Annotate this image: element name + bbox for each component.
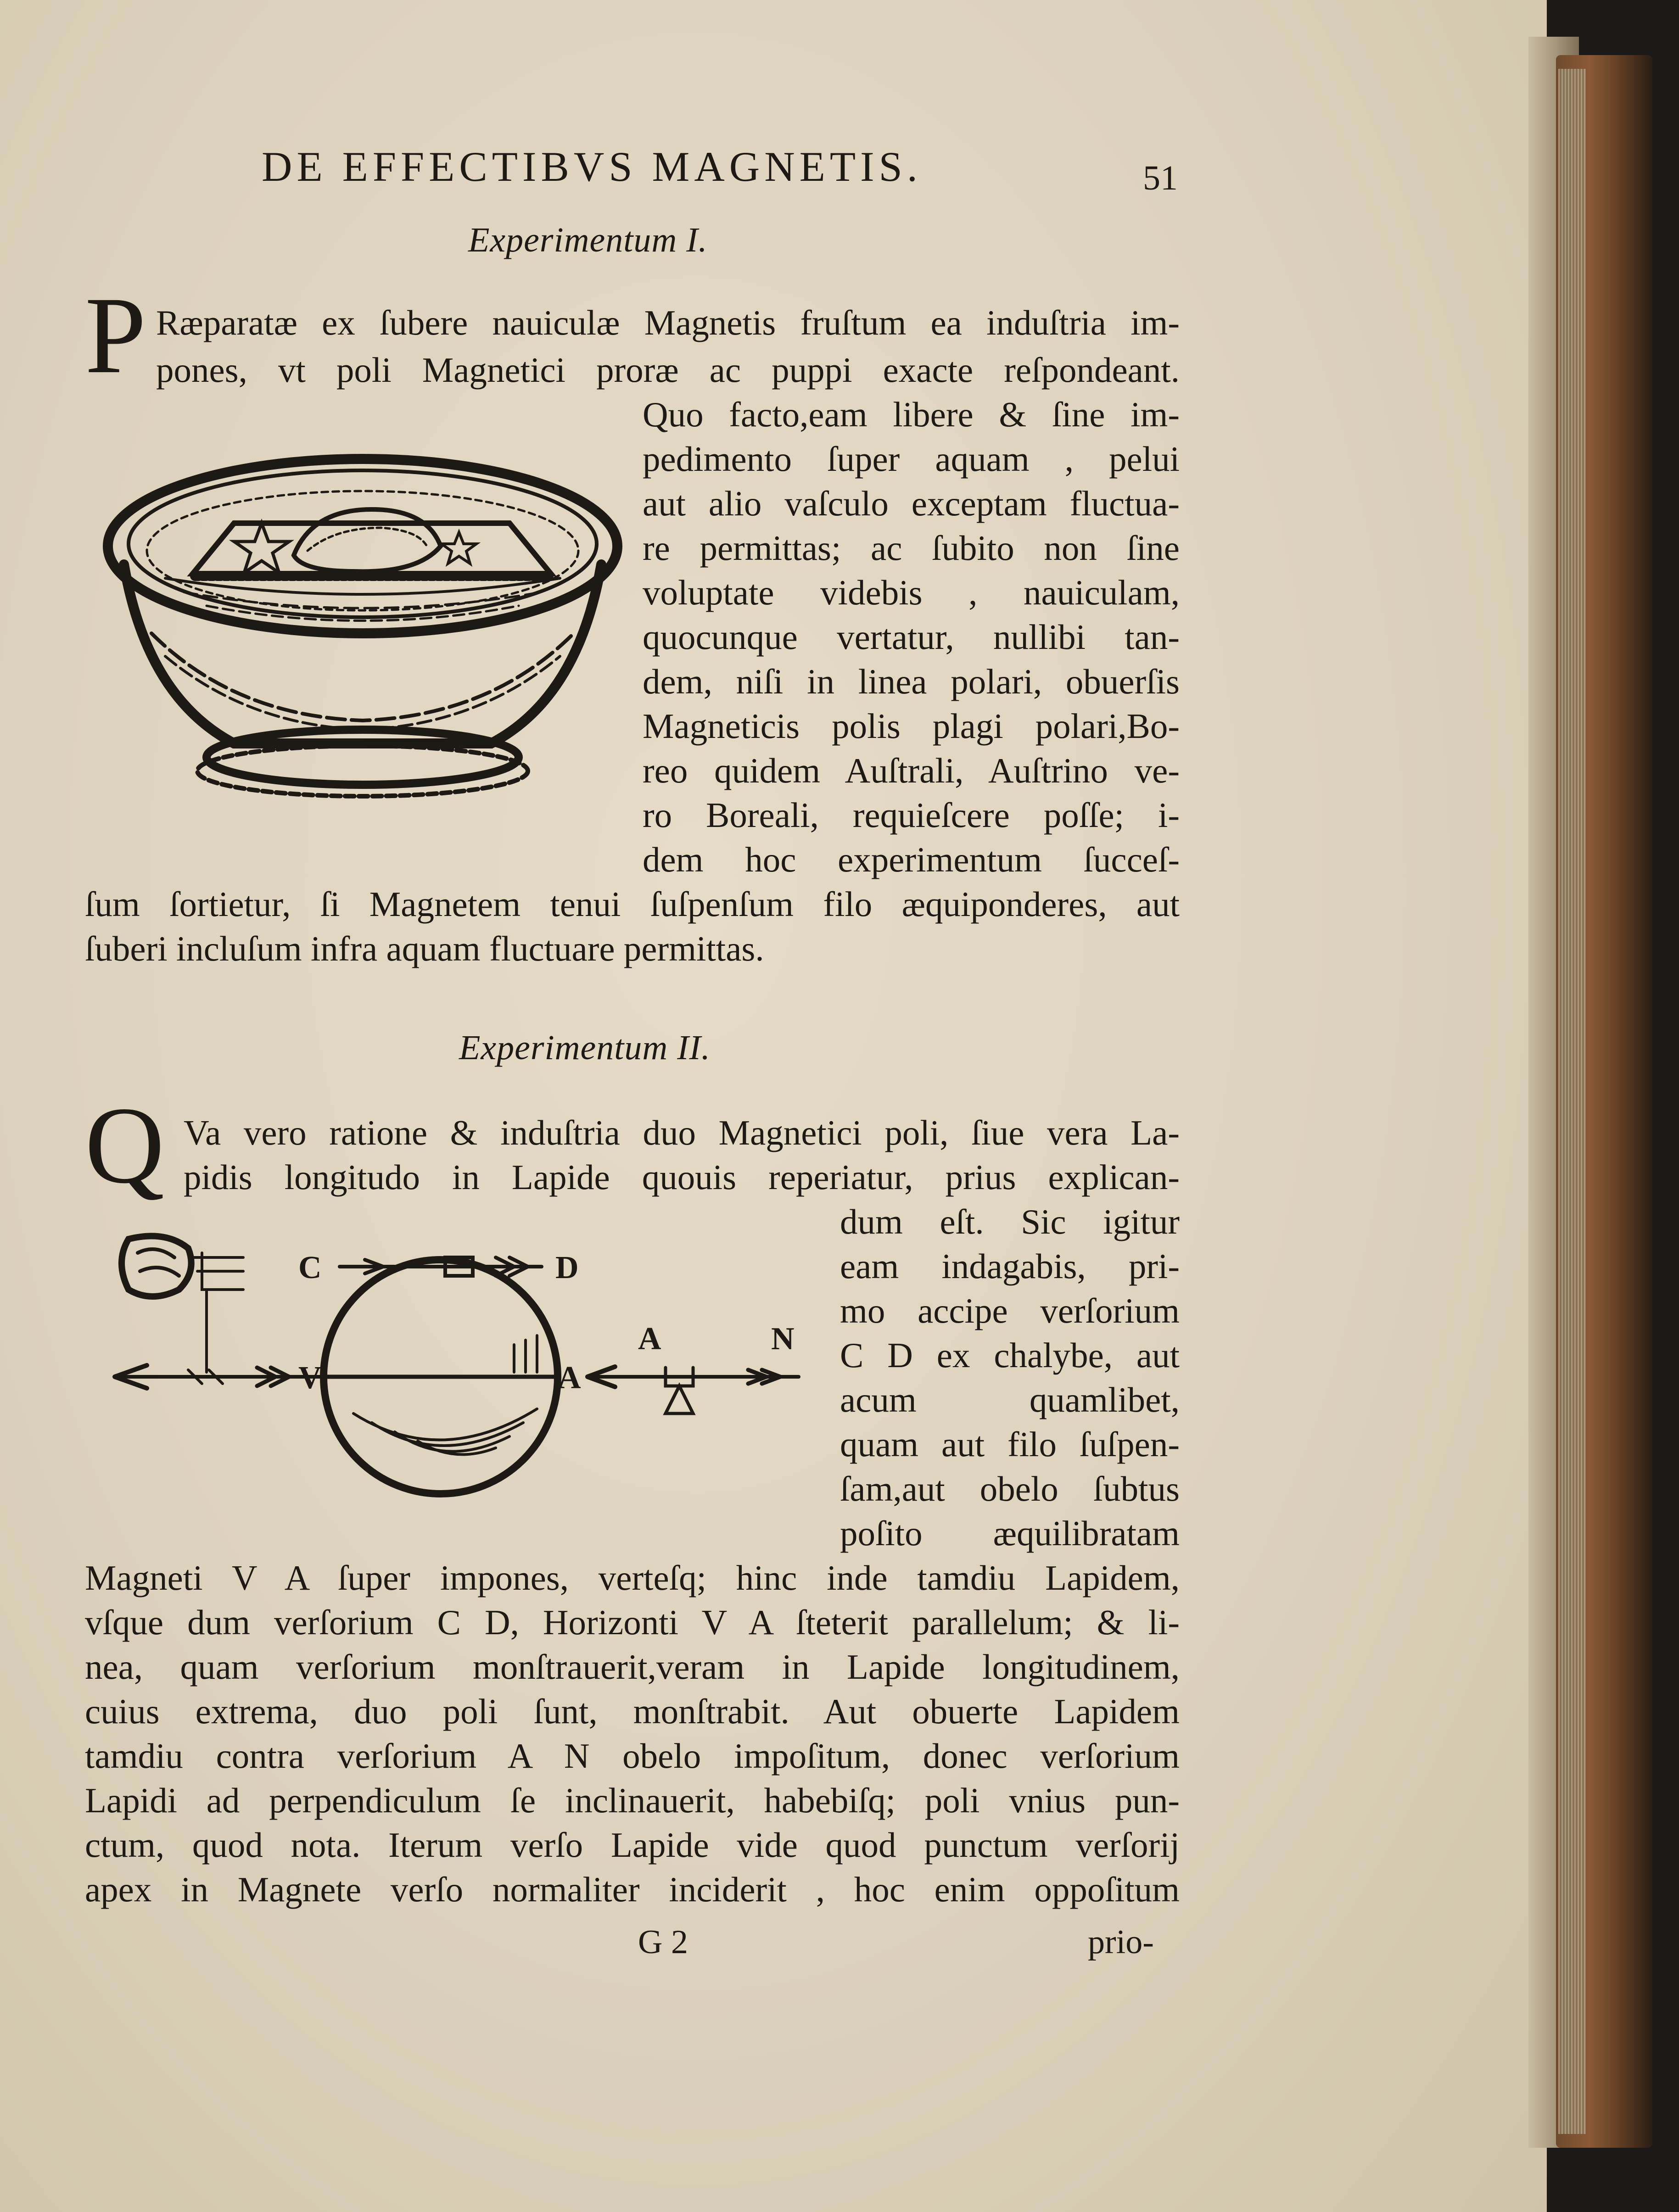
label-c: C (298, 1250, 322, 1285)
experiment-1-title: Experimentum I. (468, 221, 708, 259)
text-line: Magneti V A ſuper impones, verteſq; hinc inde tamdiu Lapidem, (85, 1558, 1180, 1598)
text-line: ſuberi incluſum infra aquam fluctuare permittas. (85, 929, 764, 968)
experiment-2-title: Experimentum II. (459, 1028, 711, 1067)
page-edges (1558, 69, 1586, 2134)
text-line: mo accipe verſorium (840, 1291, 1180, 1330)
label-a-top: A (638, 1321, 661, 1357)
signature-mark: G 2 (638, 1923, 688, 1961)
text-line: voluptate videbis , nauiculam, (643, 573, 1180, 612)
text-line: apex in Magnete verſo normaliter inciderit , hoc enim oppoſitum (85, 1870, 1180, 1909)
text-line: ſum ſortietur, ſi Magnetem tenui ſuſpenſum filo æquiponderes, aut (85, 884, 1180, 924)
drop-cap-q: Q (85, 1084, 165, 1206)
text-line: C D ex chalybe, aut (840, 1335, 1180, 1375)
label-n: N (771, 1321, 795, 1357)
text-line: vſque dum verſorium C D, Horizonti V A ſteterit parallelum; & li- (85, 1603, 1180, 1642)
text-line: ſam,aut obelo ſubtus (840, 1469, 1180, 1508)
text-line: quam aut filo ſuſpen- (840, 1424, 1180, 1464)
text-line: ro Boreali, requieſcere poſſe; i- (643, 795, 1180, 835)
text-line: Lapidi ad perpendiculum ſe inclinauerit, habebiſq; poli vnius pun- (85, 1781, 1180, 1820)
text-line: acum quamlibet, (840, 1380, 1180, 1419)
text-line: nea, quam verſorium monſtrauerit,veram in Lapide longitudinem, (85, 1647, 1180, 1687)
text-line: Ræparatæ ex ſubere nauiculæ Magnetis fruſtum ea induſtria im- (156, 303, 1180, 342)
text-line: tamdiu contra verſorium A N obelo impoſitum, donec verſorium (85, 1736, 1180, 1776)
text-line: pedimento ſuper aquam , pelui (643, 439, 1180, 479)
basin-woodcut-figure (96, 441, 638, 835)
label-d: D (555, 1250, 579, 1285)
text-line: eam indagabis, pri- (840, 1246, 1180, 1286)
text-line: dum eſt. Sic igitur (840, 1202, 1180, 1241)
text-line: Va vero ratione & induſtria duo Magnetici poli, ſiue vera La- (184, 1113, 1180, 1152)
running-head: DE EFFECTIBVS MAGNETIS. (262, 143, 922, 190)
text-line: aut alio vaſculo exceptam fluctua- (643, 484, 1180, 523)
catchword: prio- (1088, 1923, 1154, 1961)
text-line: quocunque vertatur, nullibi tan- (643, 617, 1180, 657)
text-line: poſito æquilibratam (840, 1514, 1180, 1553)
page-number: 51 (1143, 159, 1178, 197)
text-line: dem, niſi in linea polari, obuerſis (643, 662, 1180, 701)
text-line: Magneticis polis plagi polari,Bo- (643, 706, 1180, 746)
text-line: reo quidem Auſtrali, Auſtrino ve- (643, 751, 1180, 790)
text-line: re permittas; ac ſubito non ſine (643, 528, 1180, 568)
text-line: ctum, quod nota. Iterum verſo Lapide vide quod punctum verſorij (85, 1825, 1180, 1865)
text-line: cuius extrema, duo poli ſunt, monſtrabit. Aut obuerte Lapidem (85, 1692, 1180, 1731)
text-line: pones, vt poli Magnetici proræ ac puppi exacte reſpondeant. (156, 350, 1180, 390)
label-a-mid: A (558, 1360, 581, 1396)
drop-cap-p: P (85, 274, 146, 396)
label-v: V (298, 1360, 322, 1396)
text-line: dem hoc experimentum ſucceſ- (643, 840, 1180, 879)
text-line: pidis longitudo in Lapide quouis reperiatur, prius explican- (184, 1157, 1180, 1197)
lodestone-needle-figure (96, 1212, 822, 1533)
text-line: Quo facto,eam libere & ſine im- (643, 395, 1180, 434)
